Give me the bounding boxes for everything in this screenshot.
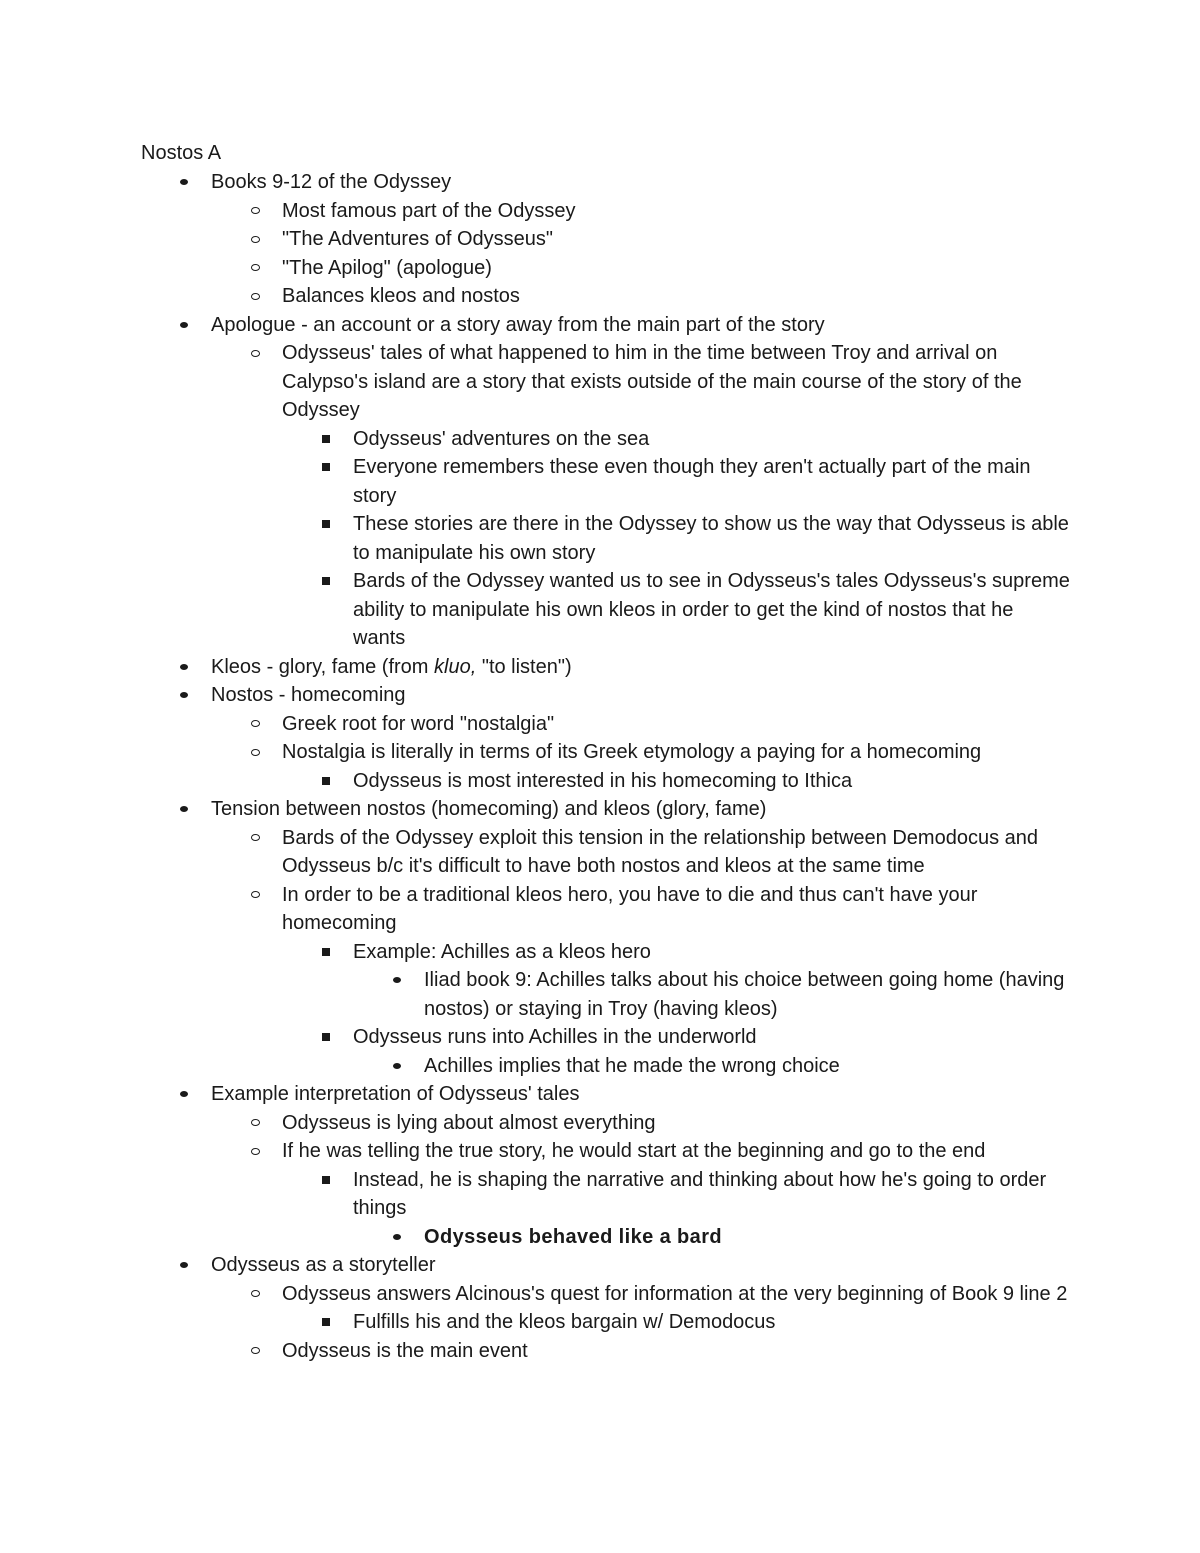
list-item: Odysseus is lying about almost everything — [141, 1109, 1071, 1138]
list-item: Odysseus behaved like a bard — [141, 1223, 1071, 1252]
bullet-circle-icon — [249, 738, 261, 767]
bullet-square-icon — [320, 567, 332, 596]
bullet-square-icon — [320, 767, 332, 796]
list-item: Odysseus' adventures on the sea — [141, 425, 1071, 454]
bullet-circle-icon — [249, 1109, 261, 1138]
bullet-square-icon — [320, 1023, 332, 1052]
bullet-circle-icon — [249, 881, 261, 910]
bullet-square-icon — [320, 1308, 332, 1337]
list-item: Odysseus as a storyteller — [141, 1251, 1071, 1280]
list-item: Balances kleos and nostos — [141, 282, 1071, 311]
list-item: If he was telling the true story, he would start at the beginning and go to the end — [141, 1137, 1071, 1166]
bullet-circle-icon — [249, 254, 261, 283]
bullet-square-icon — [320, 425, 332, 454]
document-title: Nostos A — [141, 142, 222, 164]
bullet-disc-icon — [391, 966, 403, 995]
list-item: Achilles implies that he made the wrong choice — [141, 1052, 1071, 1081]
list-item: Example interpretation of Odysseus' tales — [141, 1080, 1071, 1109]
bullet-disc-icon — [391, 1223, 403, 1252]
bullet-circle-icon — [249, 1337, 261, 1366]
bullet-disc-icon — [178, 168, 190, 197]
bullet-disc-icon — [178, 681, 190, 710]
bullet-circle-icon — [249, 1137, 261, 1166]
bullet-circle-icon — [249, 1280, 261, 1309]
bullet-circle-icon — [249, 710, 261, 739]
list-item: Apologue - an account or a story away from the main part of the story — [141, 311, 1071, 340]
document-page — [141, 139, 1071, 1365]
list-item: Books 9-12 of the Odyssey — [141, 168, 1071, 197]
bullet-square-icon — [320, 938, 332, 967]
list-item: Odysseus answers Alcinous's quest for information at the very beginning of Book 9 line 2 — [141, 1280, 1071, 1309]
list-item: Kleos - glory, fame (from kluo, "to listen") — [141, 653, 1071, 682]
list-item: Tension between nostos (homecoming) and kleos (glory, fame) — [141, 795, 1071, 824]
list-item: Everyone remembers these even though they aren't actually part of the main story — [141, 453, 1071, 510]
bullet-circle-icon — [249, 197, 261, 226]
bullet-disc-icon — [178, 1080, 190, 1109]
list-item: "The Apilog" (apologue) — [141, 254, 1071, 283]
list-item: In order to be a traditional kleos hero, you have to die and thus can't have your homecoming — [141, 881, 1071, 938]
bullet-circle-icon — [249, 339, 261, 368]
list-item: Fulfills his and the kleos bargain w/ Demodocus — [141, 1308, 1071, 1337]
list-item: Odysseus runs into Achilles in the underworld — [141, 1023, 1071, 1052]
bullet-square-icon — [320, 453, 332, 482]
bullet-circle-icon — [249, 282, 261, 311]
list-item: Instead, he is shaping the narrative and thinking about how he's going to order things — [141, 1166, 1071, 1223]
bullet-square-icon — [320, 510, 332, 539]
list-item: Most famous part of the Odyssey — [141, 197, 1071, 226]
list-item: Iliad book 9: Achilles talks about his choice between going home (having nostos) or staying in Troy (having kleos) — [141, 966, 1071, 1023]
list-item: Odysseus' tales of what happened to him in the time between Troy and arrival on Calypso's island are a story that exists outside of the main course of the story of the Odyssey — [141, 339, 1071, 425]
list-item: Greek root for word "nostalgia" — [141, 710, 1071, 739]
list-item: Nostos - homecoming — [141, 681, 1071, 710]
bullet-disc-icon — [391, 1052, 403, 1081]
list-item: Bards of the Odyssey wanted us to see in Odysseus's tales Odysseus's supreme ability to manipulate his own kleos in order to get the kind of nostos that he wants — [141, 567, 1071, 653]
list-item: Nostalgia is literally in terms of its Greek etymology a paying for a homecoming — [141, 738, 1071, 767]
list-item: Example: Achilles as a kleos hero — [141, 938, 1071, 967]
list-item: "The Adventures of Odysseus" — [141, 225, 1071, 254]
bullet-square-icon — [320, 1166, 332, 1195]
list-item: These stories are there in the Odyssey to show us the way that Odysseus is able to manipulate his own story — [141, 510, 1071, 567]
list-item: Odysseus is most interested in his homecoming to Ithica — [141, 767, 1071, 796]
list-item: Odysseus is the main event — [141, 1337, 1071, 1366]
bullet-disc-icon — [178, 1251, 190, 1280]
bullet-disc-icon — [178, 311, 190, 340]
bullet-circle-icon — [249, 824, 261, 853]
bullet-disc-icon — [178, 653, 190, 682]
list-item: Bards of the Odyssey exploit this tension in the relationship between Demodocus and Odysseus b/c it's difficult to have both nostos and kleos at the same time — [141, 824, 1071, 881]
bullet-disc-icon — [178, 795, 190, 824]
bullet-circle-icon — [249, 225, 261, 254]
